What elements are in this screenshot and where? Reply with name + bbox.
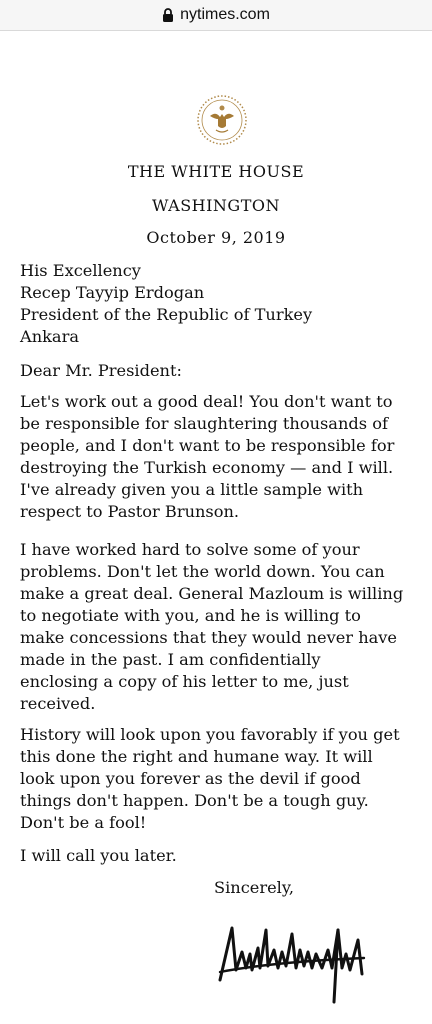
paragraph-2 xyxy=(20,539,424,715)
paragraph-1 xyxy=(20,391,424,523)
text-line: I will call you later. xyxy=(20,846,177,865)
text-line: problems. Don't let the world down. You can xyxy=(20,562,385,581)
text-line: I've already given you a little sample with xyxy=(20,480,364,499)
text-line: to negotiate with you, and he is willing to xyxy=(20,606,361,625)
salutation: Dear Mr. President: xyxy=(20,361,182,380)
letterhead-title: THE WHITE HOUSE xyxy=(127,162,305,181)
handwritten-signature xyxy=(212,910,370,1006)
text-line: be responsible for slaughtering thousands of xyxy=(20,414,388,433)
lock-icon xyxy=(162,8,174,23)
address-line: Ankara xyxy=(20,327,79,346)
text-line: I have worked hard to solve some of your xyxy=(20,540,360,559)
paragraph-3 xyxy=(20,724,424,834)
text-line: this done the right and humane way. It will xyxy=(20,747,373,766)
presidential-seal xyxy=(196,94,248,146)
text-line: enclosing a copy of his letter to me, just xyxy=(20,672,349,691)
url-text: nytimes.com xyxy=(180,6,270,23)
text-line: History will look upon you favorably if you get xyxy=(20,725,400,744)
address-line: His Excellency xyxy=(20,261,141,280)
address-line: Recep Tayyip Erdogan xyxy=(20,283,205,302)
text-line: destroying the Turkish economy — and I will. xyxy=(20,458,394,477)
text-line: make concessions that they would never have xyxy=(20,628,397,647)
text-line: people, and I don't want to be responsible for xyxy=(20,436,395,455)
text-line: respect to Pastor Brunson. xyxy=(20,502,240,521)
closing: Sincerely, xyxy=(214,878,294,897)
address-line: President of the Republic of Turkey xyxy=(20,305,313,324)
letter-date: October 9, 2019 xyxy=(146,228,286,247)
text-line: made in the past. I am confidentially xyxy=(20,650,321,669)
text-line: look upon you forever as the devil if good xyxy=(20,769,361,788)
text-line: Let's work out a good deal! You don't want to xyxy=(20,392,393,411)
text-line: make a great deal. General Mazloum is willing xyxy=(20,584,404,603)
text-line: things don't happen. Don't be a tough guy. xyxy=(20,791,369,810)
letter-page xyxy=(0,30,432,1024)
text-line: received. xyxy=(20,694,96,713)
paragraph-4 xyxy=(20,845,424,867)
text-line: Don't be a fool! xyxy=(20,813,147,832)
letterhead-city: WASHINGTON xyxy=(151,196,280,215)
recipient-address xyxy=(20,260,424,348)
address-bar[interactable] xyxy=(0,0,432,31)
